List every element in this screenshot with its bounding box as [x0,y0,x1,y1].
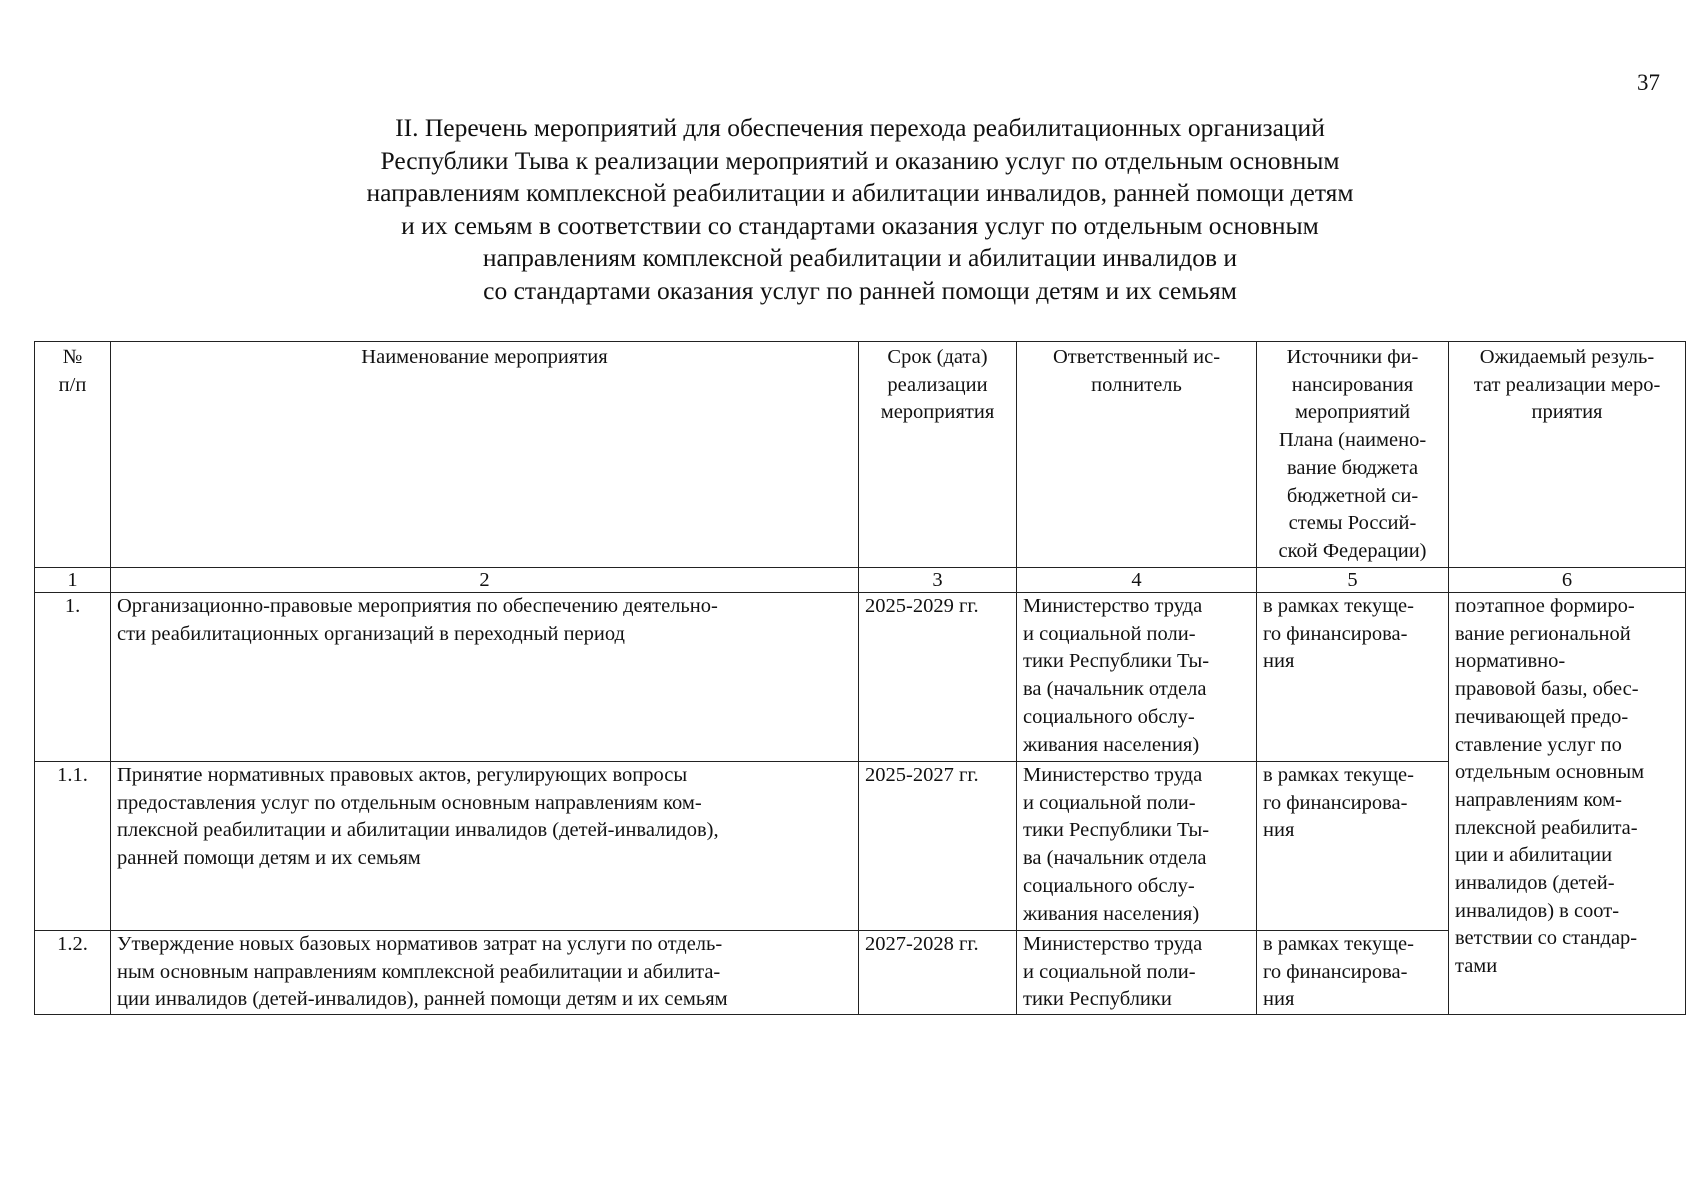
cell-text: Министерство труда [1023,764,1203,786]
cell-text: Министерство труда [1023,595,1203,617]
cell-text: го финансирова- [1263,791,1408,814]
cell-text: ветствии со стандар- [1455,927,1638,950]
cell-text: живания населения) [1023,902,1200,925]
header-result [1449,342,1686,568]
row-name [111,593,859,762]
header-text: приятия [1531,401,1603,424]
cell-text: Принятие нормативных правовых актов, регулирующих вопросы [117,764,688,786]
header-text: Ответственный ис- [1052,346,1221,368]
cell-text: социального обслу- [1023,874,1195,897]
title-line: Республики Тыва к реализации мероприятий и оказанию услуг по отдельным основным [380,145,1340,175]
cell-text: печивающей предо- [1455,705,1629,728]
row-number: 1.1. [35,762,111,931]
row-executor [1017,931,1257,1015]
cell-text: в рамках текуще- [1263,933,1414,955]
header-text: тат реализации меро- [1473,373,1661,396]
cell-text: вание региональной [1455,622,1631,645]
header-text: мероприятий [1294,401,1411,424]
cell-text: предоставления услуг по отдельным основным направлениям ком- [117,791,702,814]
table-row [35,931,1686,1015]
column-number: 6 [1449,568,1686,593]
header-text: вание бюджета [1286,456,1419,479]
header-text: полнитель [1091,373,1182,396]
cell-text: тики Республики Ты- [1023,650,1210,673]
row-source [1257,593,1449,762]
column-number: 1 [35,568,111,593]
cell-text: в рамках текуще- [1263,595,1414,617]
column-number: 3 [859,568,1017,593]
cell-text: в рамках текуще- [1263,764,1414,786]
cell-text: плексной реабилита- [1455,816,1638,839]
cell-text: ния [1263,819,1295,842]
cell-text: и социальной поли- [1023,960,1196,983]
cell-text: поэтапное формиро- [1455,595,1635,617]
header-text: Источники фи- [1286,346,1419,368]
cell-text: 2027-2028 гг. [865,933,979,955]
page-number: 37 [1637,70,1660,95]
header-text: Наименование мероприятия [361,346,608,368]
cell-text: 2025-2029 гг. [865,595,979,617]
cell-text: ным основным направлениям комплексной реабилитации и абилита- [117,960,721,983]
title-line: и их семьям в соответствии со стандартами оказания услуг по отдельным основным [401,210,1319,240]
row-term [859,593,1017,762]
cell-text: направлениям ком- [1455,788,1622,811]
table-row [35,762,1686,931]
column-number-row [35,568,1686,593]
header-text: п/п [58,373,87,396]
cell-text: тами [1455,955,1498,978]
header-text: ской Федерации) [1278,539,1427,562]
cell-text: отдельным основным [1455,761,1645,784]
column-number: 2 [111,568,859,593]
cell-text: Министерство труда [1023,933,1203,955]
row-executor [1017,593,1257,762]
cell-text: ставление услуг по [1455,733,1622,756]
row-executor [1017,762,1257,931]
title-line: II. Перечень мероприятий для обеспечения перехода реабилитационных организаций [395,113,1325,142]
cell-text: ва (начальник отдела [1023,847,1207,870]
row-number: 1. [35,593,111,762]
title-line: со стандартами оказания услуг по ранней помощи детям и их семьям [483,275,1237,305]
header-name [111,342,859,568]
cell-text: го финансирова- [1263,622,1408,645]
cell-text: нормативно- [1455,650,1566,673]
header-row [35,342,1686,568]
header-term [859,342,1017,568]
cell-text: ния [1263,650,1295,673]
table-row [35,593,1686,762]
header-text: стемы Россий- [1288,512,1417,535]
cell-text: сти реабилитационных организаций в переходный период [117,622,625,645]
title-line: направлениям комплексной реабилитации и абилитации инвалидов, ранней помощи детям [366,178,1354,207]
row-term [859,762,1017,931]
header-text: № [62,346,83,368]
row-term [859,931,1017,1015]
row-name [111,762,859,931]
header-text: мероприятия [880,401,995,424]
cell-text: ранней помощи детям и их семьям [117,847,421,870]
cell-text: и социальной поли- [1023,622,1196,645]
cell-text: правовой базы, обес- [1455,678,1639,701]
row-name [111,931,859,1015]
column-number: 4 [1017,568,1257,593]
cell-text: тики Республики Ты- [1023,819,1210,842]
title-line: направлениям комплексной реабилитации и абилитации инвалидов и [482,243,1238,272]
cell-text: и социальной поли- [1023,791,1196,814]
cell-text: плексной реабилитации и абилитации инвалидов (детей-инвалидов), [117,819,719,842]
cell-text: тики Республики [1023,988,1172,1011]
cell-text: ния [1263,988,1295,1011]
header-text: Срок (дата) [887,346,988,368]
cell-text: Организационно-правовые мероприятия по обеспечению деятельно- [117,595,718,617]
cell-text: Утверждение новых базовых нормативов затрат на услуги по отдель- [117,933,723,955]
header-text: нансирования [1291,373,1414,396]
measures-table [34,341,1686,1015]
cell-text: 2025-2027 гг. [865,764,979,786]
cell-text: го финансирова- [1263,960,1408,983]
row-expected-result [1449,593,1686,1015]
cell-text: инвалидов) в соот- [1455,899,1620,922]
row-source [1257,762,1449,931]
cell-text: ции и абилитации [1455,844,1613,867]
header-number [35,342,111,568]
row-number: 1.2. [35,931,111,1015]
header-text: реализации [887,373,988,396]
header-executor [1017,342,1257,568]
cell-text: живания населения) [1023,733,1200,756]
column-number: 5 [1257,568,1449,593]
cell-text: инвалидов (детей- [1455,872,1615,895]
header-text: бюджетной си- [1286,484,1419,507]
cell-text: социального обслу- [1023,705,1195,728]
row-source [1257,931,1449,1015]
document-title [260,112,1460,307]
cell-text: ции инвалидов (детей-инвалидов), ранней помощи детям и их семьям [117,988,728,1011]
header-text: Ожидаемый резуль- [1479,346,1655,368]
cell-text: ва (начальник отдела [1023,678,1207,701]
header-text: Плана (наимено- [1278,429,1427,452]
header-source [1257,342,1449,568]
